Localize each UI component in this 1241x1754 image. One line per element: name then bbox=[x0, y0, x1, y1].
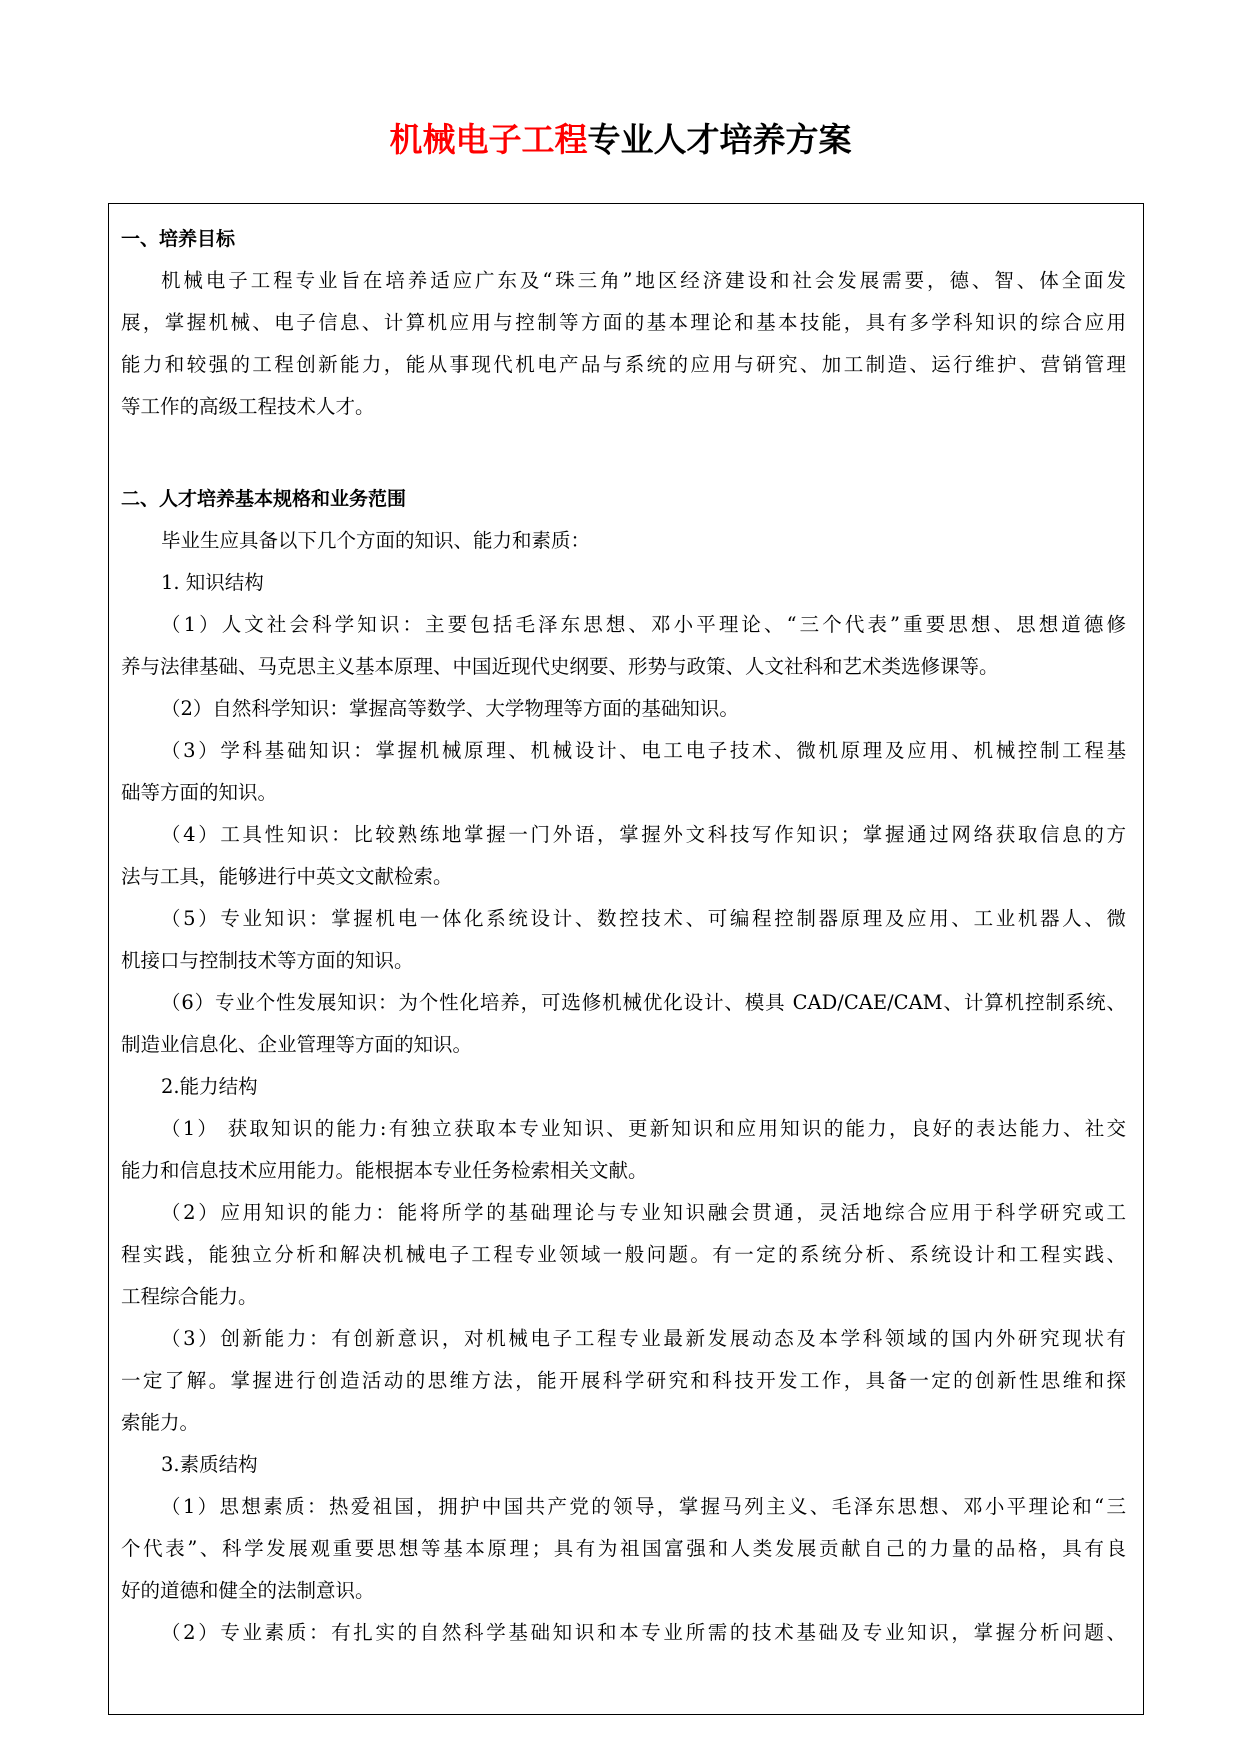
knowledge-item-humanities-cont: 养与法律基础、马克思主义基本原理、中国近现代史纲要、形势与政策、人文社科和艺术类选修课等。 bbox=[121, 655, 999, 678]
ability-item-acquire-knowledge-cont: 能力和信息技术应用能力。能根据本专业任务检索相关文献。 bbox=[121, 1159, 648, 1182]
specifications-intro: 毕业生应具备以下几个方面的知识、能力和素质： bbox=[161, 529, 591, 552]
goals-paragraph-line: 能力和较强的工程创新能力，能从事现代机电产品与系统的应用与研究、加工制造、运行维护、营销管理 bbox=[121, 353, 1126, 376]
quality-item-ideology-cont: 好的道德和健全的法制意识。 bbox=[121, 1579, 375, 1602]
document-title bbox=[0, 116, 1241, 164]
quality-item-ideology: （1）思想素质：热爱祖国，拥护中国共产党的领导，掌握马列主义、毛泽东思想、邓小平理论和“三 bbox=[161, 1495, 1126, 1518]
knowledge-item-professional: （5）专业知识：掌握机电一体化系统设计、数控技术、可编程控制器原理及应用、工业机器人、微 bbox=[161, 907, 1126, 930]
knowledge-item-tools-cont: 法与工具，能够进行中英文文献检索。 bbox=[121, 865, 453, 888]
knowledge-item-tools: （4）工具性知识：比较熟练地掌握一门外语，掌握外文科技写作知识；掌握通过网络获取信息的方 bbox=[161, 823, 1126, 846]
knowledge-item-discipline-basics: （3）学科基础知识：掌握机械原理、机械设计、电工电子技术、微机原理及应用、机械控制工程基 bbox=[161, 739, 1126, 762]
ability-item-innovation-cont: 索能力。 bbox=[121, 1411, 200, 1434]
ability-item-innovation: （3）创新能力：有创新意识，对机械电子工程专业最新发展动态及本学科领域的国内外研究现状有 bbox=[161, 1327, 1126, 1350]
quality-item-ideology-cont: 个代表”、科学发展观重要思想等基本原理；具有为祖国富强和人类发展贡献自己的力量的品格，具有良 bbox=[121, 1537, 1126, 1560]
ability-structure-title: 2.能力结构 bbox=[161, 1075, 258, 1098]
content-frame bbox=[108, 203, 1144, 1715]
title-suffix: 专业人才培养方案 bbox=[587, 120, 852, 159]
document-body bbox=[121, 218, 1126, 1654]
title-major-name: 机械电子工程 bbox=[389, 120, 588, 159]
knowledge-item-personal-development-cont: 制造业信息化、企业管理等方面的知识。 bbox=[121, 1033, 473, 1056]
knowledge-item-personal-development: （6）专业个性发展知识：为个性化培养，可选修机械优化设计、模具 CAD/CAE/CAM、计算机控制系统、 bbox=[161, 991, 1126, 1014]
quality-structure-title: 3.素质结构 bbox=[161, 1453, 258, 1476]
knowledge-item-discipline-basics-cont: 础等方面的知识。 bbox=[121, 781, 278, 804]
goals-paragraph-line: 展，掌握机械、电子信息、计算机应用与控制等方面的基本理论和基本技能，具有多学科知识的综合应用 bbox=[121, 311, 1126, 334]
ability-item-acquire-knowledge: （1） 获取知识的能力:有独立获取本专业知识、更新知识和应用知识的能力，良好的表达能力、社交 bbox=[161, 1117, 1126, 1140]
section-heading-specifications: 二、人才培养基本规格和业务范围 bbox=[121, 488, 407, 510]
knowledge-item-humanities: （1）人文社会科学知识：主要包括毛泽东思想、邓小平理论、“三个代表”重要思想、思想道德修 bbox=[161, 613, 1126, 636]
goals-paragraph-line: 等工作的高级工程技术人才。 bbox=[121, 395, 375, 418]
ability-item-apply-knowledge-cont: 程实践，能独立分析和解决机械电子工程专业领域一般问题。有一定的系统分析、系统设计和工程实践、 bbox=[121, 1243, 1126, 1266]
quality-item-professional: （2）专业素质：有扎实的自然科学基础知识和本专业所需的技术基础及专业知识，掌握分析问题、 bbox=[161, 1621, 1126, 1644]
section-heading-goals: 一、培养目标 bbox=[121, 228, 236, 250]
knowledge-item-professional-cont: 机接口与控制技术等方面的知识。 bbox=[121, 949, 414, 972]
spacer bbox=[121, 470, 1126, 478]
knowledge-item-natural-science: （2）自然科学知识：掌握高等数学、大学物理等方面的基础知识。 bbox=[161, 697, 739, 720]
blank-line bbox=[121, 428, 1126, 470]
goals-paragraph-line: 机械电子工程专业旨在培养适应广东及“珠三角”地区经济建设和社会发展需要，德、智、体全面发 bbox=[161, 269, 1126, 292]
ability-item-apply-knowledge: （2）应用知识的能力：能将所学的基础理论与专业知识融会贯通，灵活地综合应用于科学研究或工 bbox=[161, 1201, 1126, 1224]
knowledge-structure-title: 1. 知识结构 bbox=[161, 571, 264, 594]
ability-item-innovation-cont: 一定了解。掌握进行创造活动的思维方法，能开展科学研究和科技开发工作，具备一定的创新性思维和探 bbox=[121, 1369, 1126, 1392]
ability-item-apply-knowledge-cont: 工程综合能力。 bbox=[121, 1285, 258, 1308]
